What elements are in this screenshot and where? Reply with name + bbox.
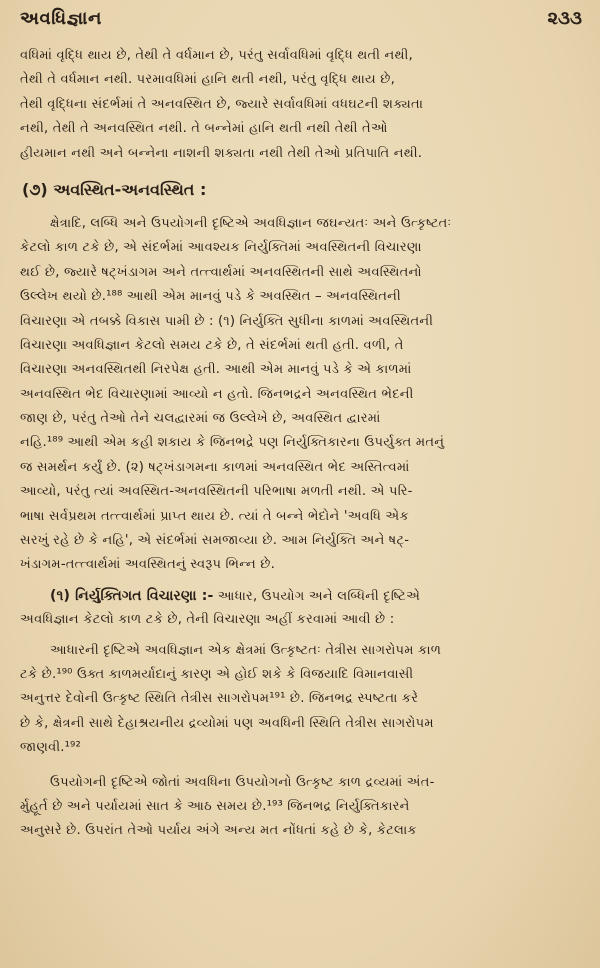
text-line: ભાષા સર્વપ્રથમ તત્ત્વાર્થમાં પ્રાપ્ત થાય છે. ત્યાં તે બન્ને ભેદોને 'અવધિ એક [20,508,409,524]
text-line: વિચારણા એ તબક્કે વિકાસ પામી છે : (૧) નિર્યુક્તિ સુધીના કાળમાં અવસ્થિતની [20,313,434,329]
text-line: ટકે છે.¹⁹⁰ ઉક્ત કાળમર્યાદાનું કારણ એ હોઈ શકે કે વિજયાદિ વિમાનવાસી [20,666,414,682]
text-line: ક્ષેત્રાદિ, લબ્ધિ અને ઉપયોગની દૃષ્ટિએ અવધિજ્ઞાન જઘન્યતઃ અને ઉત્કૃષ્ટતઃ [50,215,452,231]
subsection-first-line [20,584,582,608]
section-heading: (૭) અવસ્થિત-અનવસ્થિત : [22,179,207,199]
text-line: વધિમાં વૃદ્ધિ થાય છે, તેથી તે વર્ધમાન છે, પરંતુ સર્વાવધિમાં વૃદ્ધિ થતી નથી, [20,48,413,63]
text-line: આવ્યો, પરંતુ ત્યાં અવસ્થિત-અનવસ્થિતની પરિભાષા મળતી નથી. એ પરિ- [20,484,413,500]
section-paragraph [20,212,582,578]
text-line: જાણ છે, પરંતુ તેઓ તેને ચલદ્વારમાં જ ઉલ્લેખે છે, અવસ્થિત દ્વારમાં [20,411,381,427]
text-line: જ સમર્થન કર્યું છે. (૨) ષટ્ખંડાગમના કાળમાં અનવસ્થિત ભેદ અસ્તિત્વમાં [20,459,410,475]
intro-paragraph [20,44,582,166]
text-line: છે કે, ક્ષેત્રની સાથે દેહાશ્રયનીય દ્રવ્યોમાં પણ અવધિની સ્થિતિ તેત્રીસ સાગરોપમ [20,715,434,731]
text-line: ઉલ્લેખ થયો છે.¹⁸⁸ આથી એમ માનવું પડે કે અવસ્થિત – અનવસ્થિતની [20,289,401,305]
text-line: હીયમાન નથી અને બન્નેના નાશની શક્યતા નથી તેથી તેઓ પ્રતિપાતિ નથી. [20,145,423,161]
text-line: અનુત્તર દેવોની ઉત્કૃષ્ટ સ્થિતિ તેત્રીસ સાગરોપમ¹⁹¹ છે. જિનભદ્ર સ્પષ્ટતા કરે [20,691,419,707]
running-title: અવધિજ્ઞાન [20,8,102,29]
text-line: આધારની દૃષ્ટિએ અવધિજ્ઞાન એક ક્ષેત્રમાં ઉત્કૃષ્ટતઃ તેત્રીસ સાગરોપમ કાળ [50,642,442,658]
text-line: ખંડાગમ-તત્ત્વાર્થમાં અવસ્થિતનું સ્વરૂપ ભિન્ન છે. [20,557,275,573]
text-line: વિચારણા અનવસ્થિતથી નિરપેક્ષ હતી. આથી એમ માનવું પડે કે એ કાળમાં [20,362,412,378]
text-line: સરખું રહે છે કે નહિ', એ સંદર્ભમાં સમજાવ્યા છે. આમ નિર્યુક્તિ અને ષટ્- [20,533,410,549]
text-line: અનવસ્થિત ભેદ વિચારણામાં આવ્યો ન હતો. જિનભદ્રને અનવસ્થિત ભેદની [20,386,414,402]
text-line: જાણવી.¹⁹² [20,740,81,756]
text-line: ઉપયોગની દૃષ્ટિએ જોતાં અવધિના ઉપયોગનો ઉત્કૃષ્ટ કાળ દ્રવ્યમાં અંત- [50,774,435,790]
text-line: વિચારણા અવધિજ્ઞાન કેટલો સમય ટકે છે, તે સંદર્ભમાં થતી હતી. વળી, તે [20,337,404,353]
text-line: નથી, તેથી તે અનવસ્થિત નથી. તે બન્નેમાં હાનિ થતી નથી તેથી તેઓ [20,121,388,137]
text-line: નહિ.¹⁸⁹ આથી એમ કહી શકાય કે જિનભદ્રે પણ નિર્યુક્તિકારના ઉપર્યુક્ત મતનું [20,435,445,451]
text-line: અવધિજ્ઞાન કેટલો કાળ ટકે છે, તેની વિચારણા અહીં કરવામાં આવી છે : [20,612,395,628]
adhar-paragraph [20,639,582,761]
text-line: થઈ છે, જ્યારે ષટ્ખંડાગમ અને તત્ત્વાર્થમાં અનવસ્થિતની સાથે અવસ્થિતનો [20,264,422,280]
subsection-first-line-text: આધાર, ઉપયોગ અને લબ્ધિની દૃષ્ટિએ [213,588,421,604]
text-line: કેટલો કાળ ટકે છે, એ સંદર્ભમાં આવશ્યક નિર્યુક્તિમાં અવસ્થિતની વિચારણા [20,240,422,256]
page-number: ૨૩૩ [547,8,582,29]
text-line: ર્મુહૂર્ત છે અને પર્યાયમાં સાત કે આઠ સમય છે.¹⁹³ જિનભદ્ર નિર્યુક્તિકારને [20,798,410,814]
page-header [20,8,582,44]
subsection-heading: (૧) નિર્યુક્તિગત વિચારણા :- [50,587,214,604]
text-line: તેથી તે વર્ધમાન નથી. પરમાવધિમાં હાનિ થતી નથી, પરંતુ વૃદ્ધિ થાય છે, [20,72,395,88]
text-line: અનુસરે છે. ઉપરાંત તેઓ પર્યાય અંગે અન્ય મત નોંધતાં કહે છે કે, કેટલાક [20,823,417,839]
text-line: તેથી વૃદ્ધિના સંદર્ભમાં તે અનવસ્થિત છે, જ્યારે સર્વાવધિમાં વધઘટની શક્યતા [20,96,424,112]
subsection-block [20,584,582,633]
upayog-paragraph [20,771,582,844]
